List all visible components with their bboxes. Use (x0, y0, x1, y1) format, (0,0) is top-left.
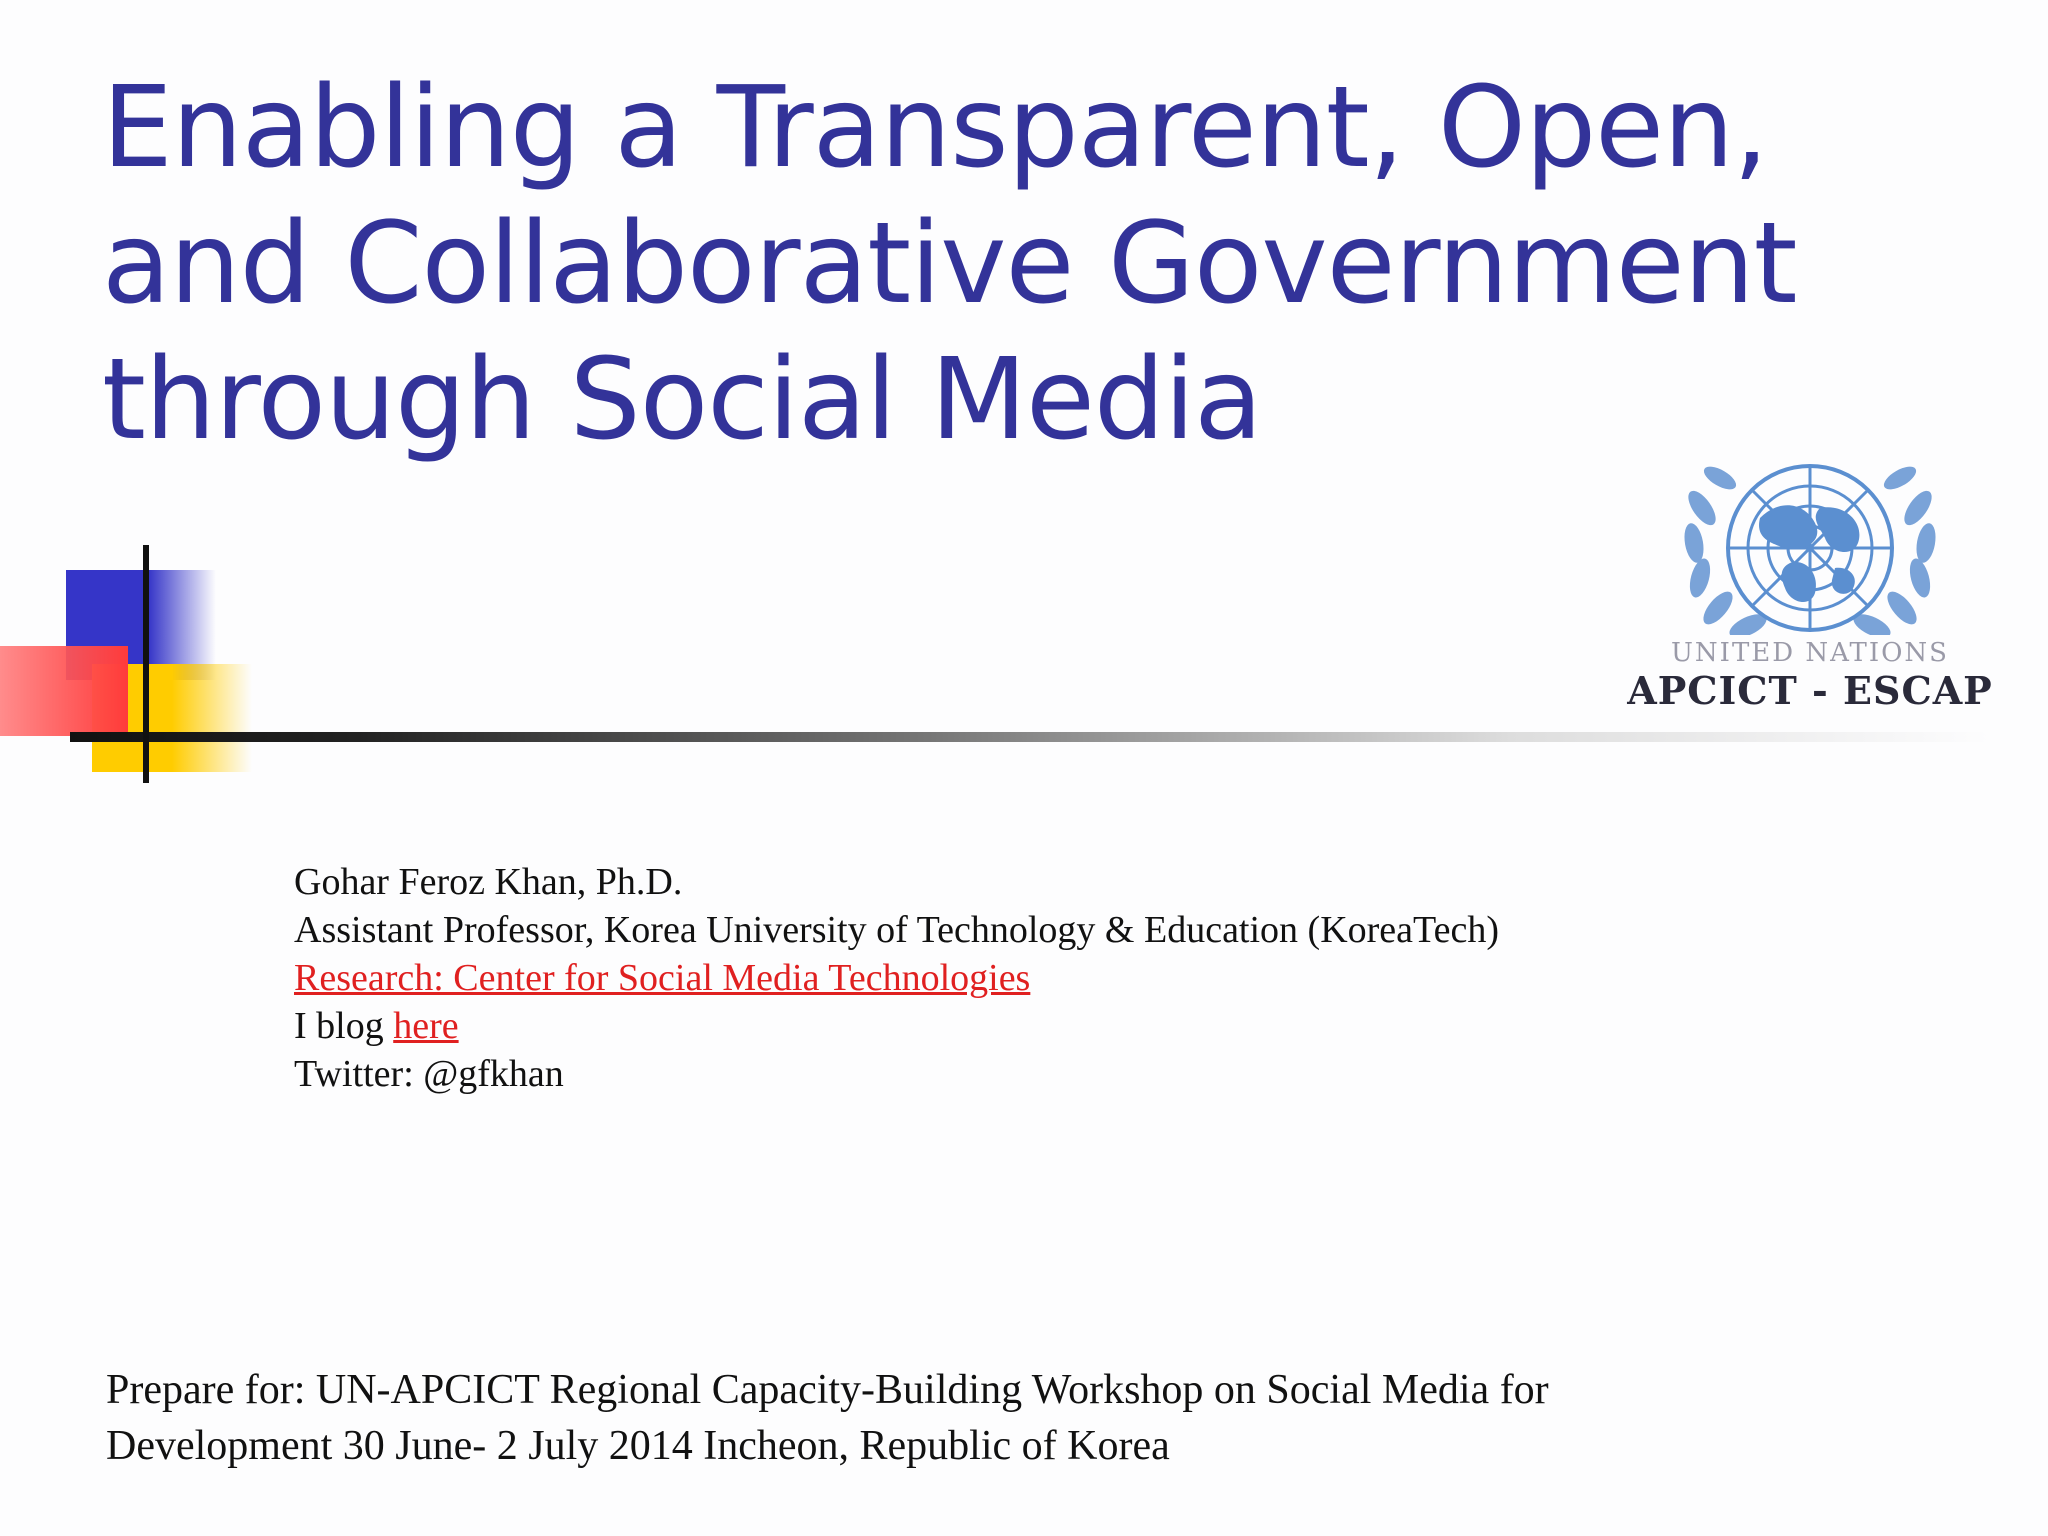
research-link[interactable]: Research: Center for Social Media Technologies (294, 957, 1031, 999)
decor-red-square (0, 646, 128, 736)
author-name: Gohar Feroz Khan, Ph.D. (294, 861, 683, 903)
twitter-handle: Twitter: @gfkhan (294, 1053, 564, 1095)
un-apcict-logo (1620, 460, 2000, 720)
title-line-3: through Social Media (102, 335, 1262, 465)
slide-title (102, 60, 1797, 468)
author-position: Assistant Professor, Korea University of Technology & Education (KoreaTech) (294, 909, 1499, 951)
logo-name-text: APCICT - ESCAP (1627, 668, 1993, 713)
un-emblem-icon (1620, 460, 2000, 635)
blog-prefix: I blog (294, 1005, 394, 1047)
title-line-2: and Collaborative Government (102, 199, 1797, 329)
decor-horizontal-rule (70, 732, 1990, 742)
event-footer (106, 1362, 1906, 1474)
footer-line-2: Development 30 June- 2 July 2014 Incheon, Republic of Korea (106, 1423, 1170, 1469)
blog-line (294, 1002, 1499, 1050)
author-block (294, 858, 1499, 1098)
footer-line-1: Prepare for: UN-APCICT Regional Capacity-Building Workshop on Social Media for (106, 1367, 1549, 1413)
blog-link[interactable]: here (393, 1005, 459, 1047)
title-line-1: Enabling a Transparent, Open, (102, 63, 1768, 193)
logo-org-text: UNITED NATIONS (1671, 638, 1949, 668)
decor-vertical-rule (143, 545, 149, 783)
